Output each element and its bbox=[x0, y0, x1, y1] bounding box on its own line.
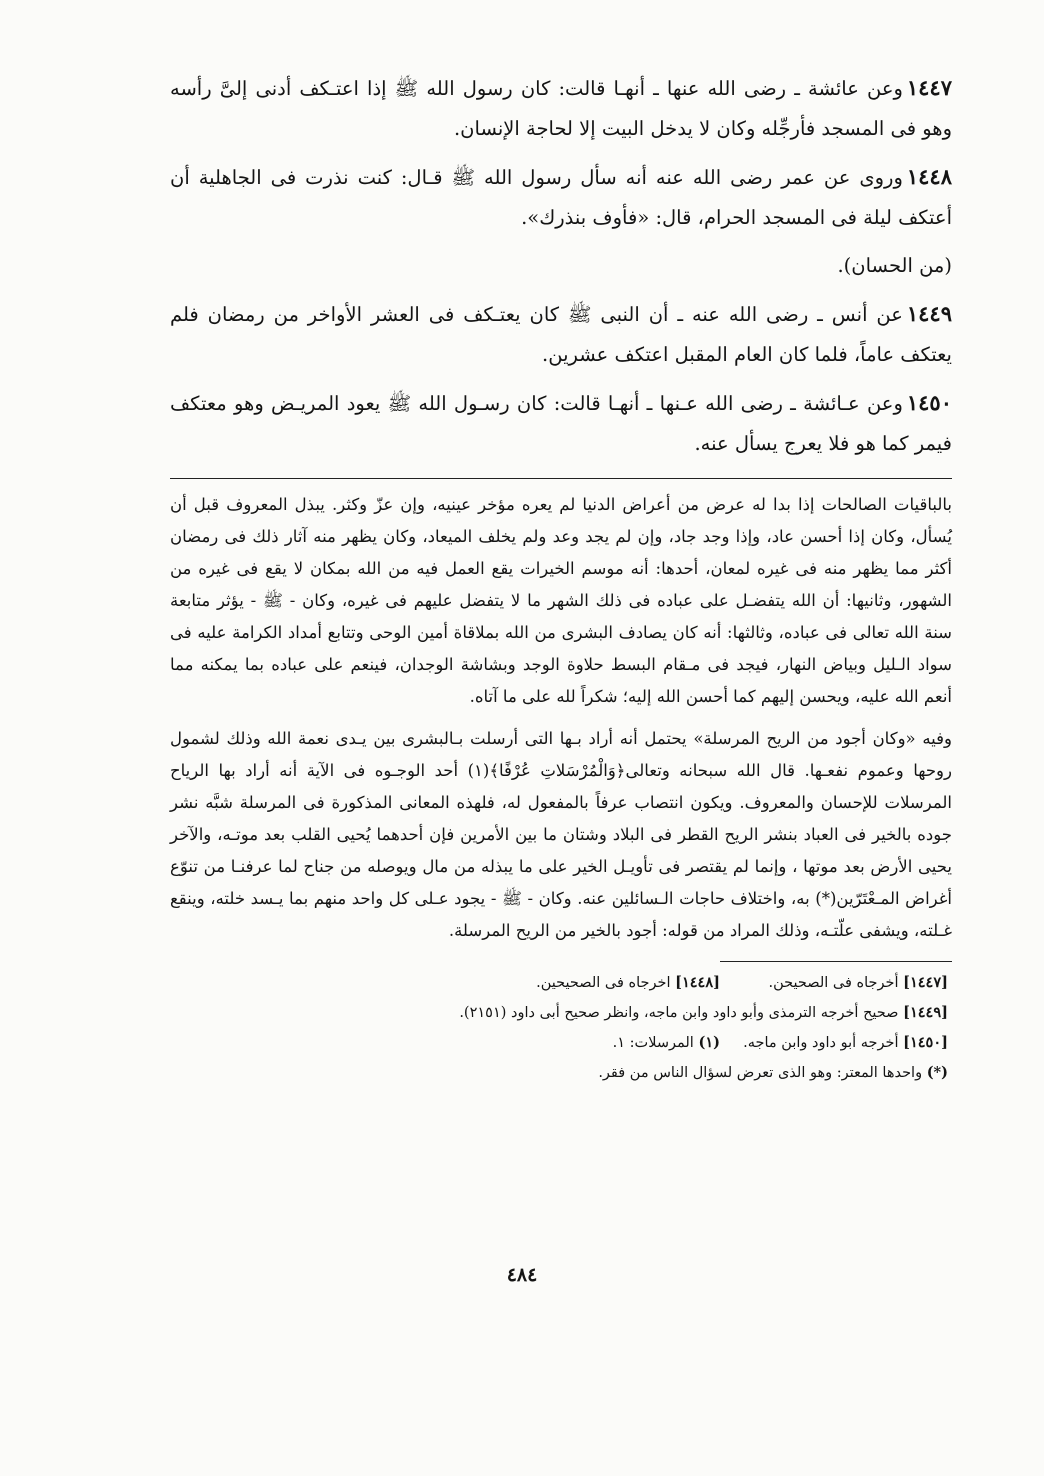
hadith-number: ١٤٤٩ bbox=[906, 301, 952, 326]
hadith-number: ١٤٤٧ bbox=[906, 75, 952, 100]
footnote-row bbox=[170, 1028, 948, 1058]
commentary-paragraph: بالباقيات الصالحات إذا بدا له عرض من أعراض الدنيا لم يعره مؤخر عينيه، وإن عزّ وكثر. يبذل المعروف قبل أن يُسأل، وكان إذا أحسن عاد، وإذا وجد جاد، وإن لم يجد وعد ولم يخلف الميعاد، وكان يظهر منه آثار ذلك فى رمضان أكثر مما يظهر منه فى غيره لمعان، أحدها: أنه موسم الخيرات يقع العمل فيه من الله بمكان لا يقع فى غيره من الشهور، وثانيها: أن الله يتفضـل على عباده فى ذلك الشهر ما لا يتفضل عليهم فى غيره، وكان - ﷺ - يؤثر متابعة سنة الله تعالى فى عباده، وثالثها: أنه كان يصادف البشرى من الله بملاقاة أمين الوحى وتتابع أمداد الكرامة عليه فى سواد الـليل وبياض النهار، فيجد فى مـقام البسط حلاوة الوجد وبشاشة الوجدان، فينعم على عباده بما يمكنه مما أنعم الله عليه، ويحسن إليهم كما أحسن الله إليه؛ شكراً لله على ما آتاه. bbox=[170, 495, 952, 706]
footnote: [١٤٤٨] اخرجاه فى الصحيحين. bbox=[536, 974, 720, 991]
commentary-divider bbox=[170, 478, 952, 479]
hadith-1448 bbox=[170, 157, 952, 238]
footnote: [١٤٤٩] صحيح أخرجه الترمذى وأبو داود وابن ماجه، وانظر صحيح أبى داود (٢١٥١). bbox=[459, 1004, 948, 1021]
hadith-text: وعن عائشة ـ رضى الله عنها ـ أنهـا قالت: كان رسول الله ﷺ إذا اعتـكف أدنى إلىَّ رأسه وهو فى المسجد فأرجِّله وكان لا يدخل البيت إلا لحاجة الإنسان. bbox=[170, 77, 952, 140]
footnote-row bbox=[170, 1058, 948, 1088]
footnote: [١٤٥٠] أخرجه أبو داود وابن ماجه. bbox=[743, 1034, 948, 1051]
hadith-1450 bbox=[170, 383, 952, 464]
footnote: (١) المرسلات: ١. bbox=[612, 1034, 720, 1051]
footnote-row bbox=[170, 968, 948, 998]
footnote-divider bbox=[720, 961, 952, 962]
hadith-text: وعن عـائشة ـ رضى الله عـنها ـ أنهـا قالت: كان رسـول الله ﷺ يعود المريـض وهو معتكف فيمر كما هو فلا يعرج يسأل عنه. bbox=[170, 392, 952, 455]
hadith-1449 bbox=[170, 294, 952, 375]
page-content bbox=[170, 68, 952, 1088]
hadith-text: عن أنس ـ رضى الله عنه ـ أن النبى ﷺ كان يعتـكف فى العشر الأواخر من رمضان فلم يعتكف عاماً، فلما كان العام المقبل اعتكف عشرين. bbox=[170, 303, 952, 366]
hadith-number: ١٤٤٨ bbox=[906, 164, 952, 189]
footnote-row bbox=[170, 998, 948, 1028]
commentary-paragraph: وفيه «وكان أجود من الريح المرسلة» يحتمل أنه أراد بـها التى أرسلت بـالبشرى بين يـدى نعمة الله وذلك لشمول روحها وعموم نفعـها. قال الله سبحانه وتعالى﴿وَالْمُرْسَلاتِ عُرْفًا﴾(١) أحد الوجـوه فى الآية أنه أراد بها الرياح المرسلات للإحسان والمعروف. ويكون انتصاب عرفاً بالمفعول له، فلهذه المعانى المذكورة فى المرسلة شبَّه نشر جوده بالخير فى العباد بنشر الريح القطر فى البلاد وشتان ما بين الأمرين فإن أحدهما يُحيى القلب بعد موتـه، والآخر يحيى الأرض بعد موتها ، وإنما لم يقتصر فى تأويـل الخير على ما يبذله من مال ويوصله من جناح لما عرفنـا من تنوّع أغراض المـعْتَرّين(*) به، واختلاف حاجات الـسائلين عنه. وكان - ﷺ - يجود عـلى كل واحد منهم بما يـسد خلته، وينقع غـلته، ويشفى علّتـه، وذلك المراد من قوله: أجود بالخير من الريح المرسلة. bbox=[170, 729, 952, 940]
footnote: (*) واحدها المعتر: وهو الذى تعرض لسؤال الناس من فقر. bbox=[598, 1064, 948, 1081]
section-heading-hasan: (من الحسان). bbox=[837, 254, 952, 277]
hadith-1447 bbox=[170, 68, 952, 149]
footnote: [١٤٤٧] أخرجاه فى الصحيحن. bbox=[768, 974, 948, 991]
footnotes bbox=[170, 968, 952, 1088]
page-number: ٤٨٤ bbox=[506, 1264, 538, 1286]
hadith-text: وروى عن عمر رضى الله عنه أنه سأل رسول الله ﷺ قـال: كنت نذرت فى الجاهلية أن أعتكف ليلة فى المسجد الحرام، قال: «فأوف بنذرك». bbox=[170, 166, 952, 229]
hadith-number: ١٤٥٠ bbox=[906, 390, 952, 415]
